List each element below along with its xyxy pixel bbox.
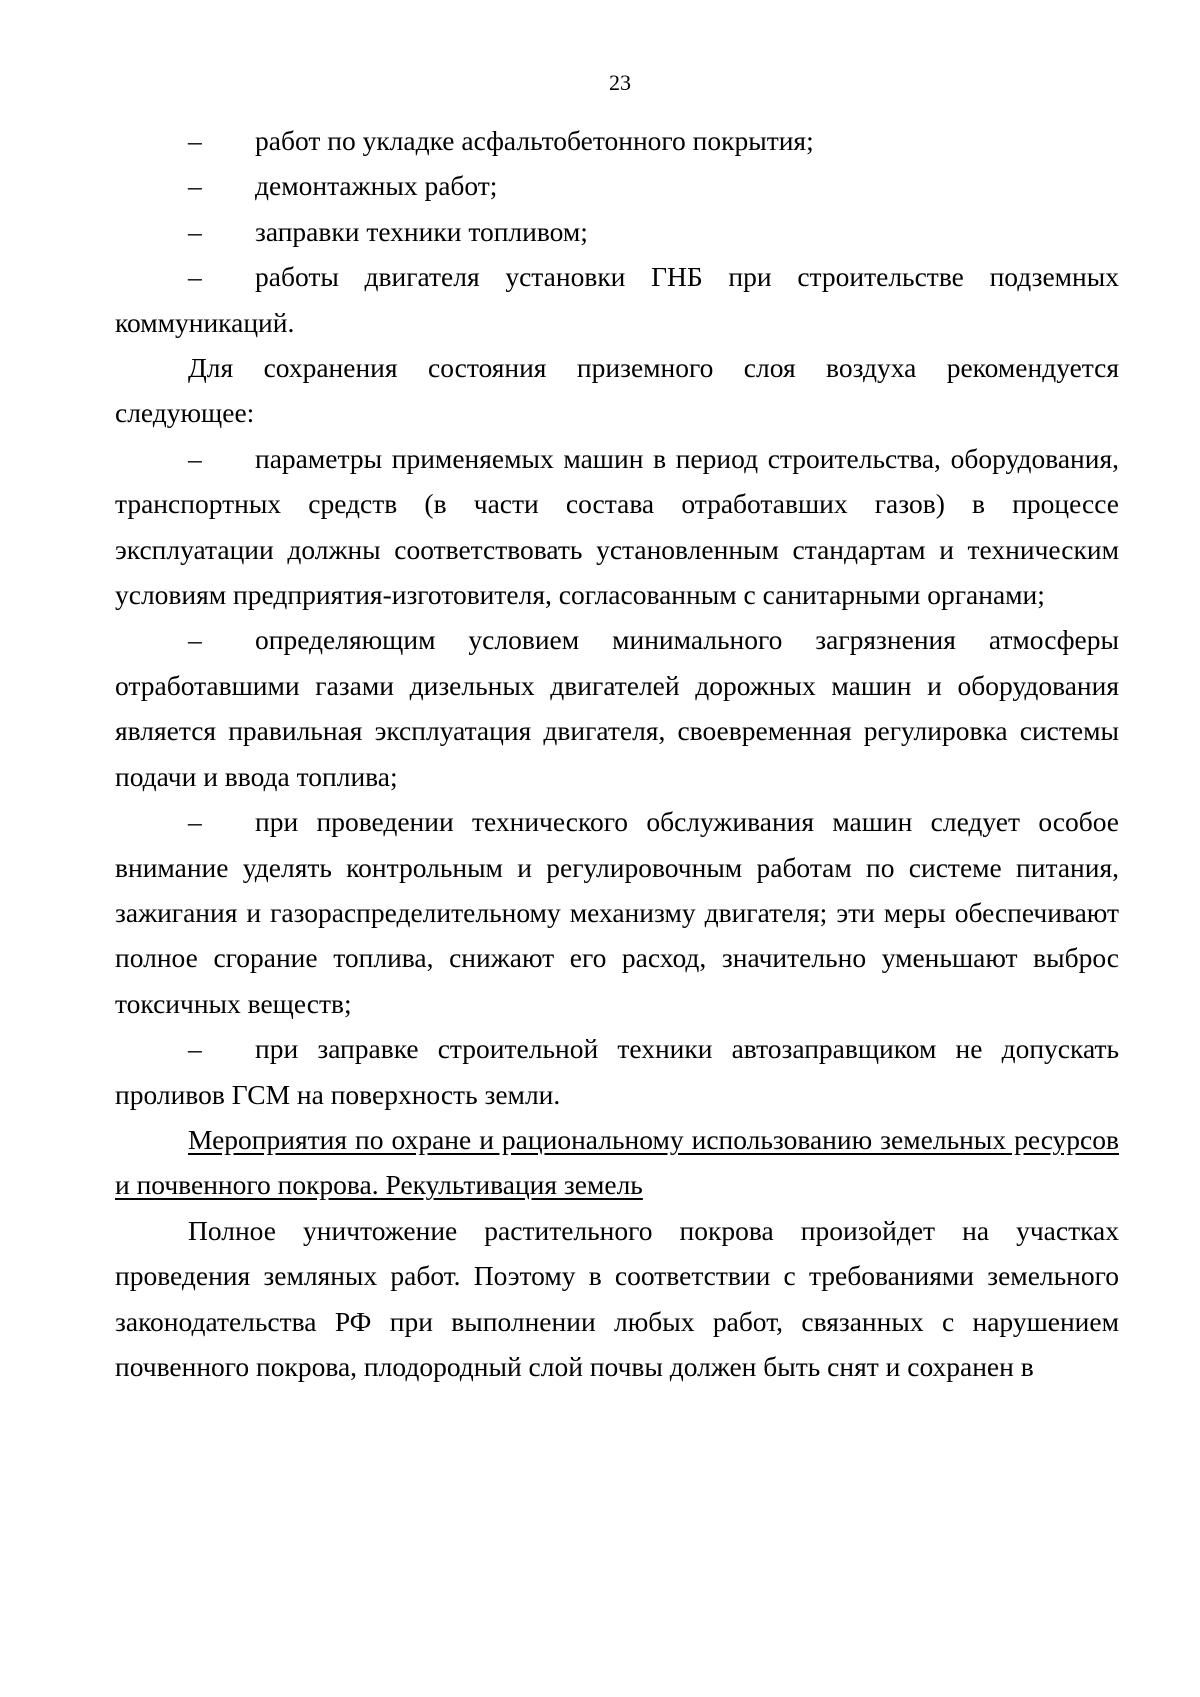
list-dash: – xyxy=(188,215,202,247)
list-dash: – xyxy=(188,806,202,838)
list-dash: – xyxy=(188,170,202,202)
list-dash: – xyxy=(188,624,202,656)
list-item-text: заправки техники топливом; xyxy=(255,215,588,247)
list-item-text: при проведении технического обслуживания машин следует особое внимание уделять контрольным и регулировочным работам по системе питания, зажигания и газораспределительному механизму двигателя; эти меры обеспечивают полное сгорание топлива, снижают его расход, значительно уменьшают выброс токсичных веществ; xyxy=(115,806,1119,1019)
list-item xyxy=(115,799,1119,1026)
section-heading: Мероприятия по охране и рациональному использованию земельных ресурсов и почвенного покрова. Рекультивация земель xyxy=(115,1123,1119,1201)
list-item xyxy=(115,163,1119,208)
list-item-text: при заправке строительной техники автозаправщиком не допускать проливов ГСМ на поверхность земли. xyxy=(115,1033,1119,1110)
paragraph: Полное уничтожение растительного покрова произойдет на участках проведения земляных работ. Поэтому в соответствии с требованиями земельного законодательства РФ при выполнении любых работ, связанных с нарушением почвенного покрова, плодородный слой почвы должен быть снят и сохранен в xyxy=(115,1214,1119,1382)
list-dash: – xyxy=(188,442,202,474)
paragraph: Для сохранения состояния приземного слоя воздуха рекомендуется следующее: xyxy=(115,352,1119,429)
list-item xyxy=(115,436,1119,618)
list-item xyxy=(115,118,1119,163)
list-item xyxy=(115,617,1119,799)
list-item-text: демонтажных работ; xyxy=(255,170,498,202)
list-item-text: определяющим условием минимального загрязнения атмосферы отработавшими газами дизельных двигателей дорожных машин и оборудования является правильная эксплуатация двигателя, своевременная регулировка системы подачи и ввода топлива; xyxy=(115,624,1119,792)
list-item-text: работ по укладке асфальтобетонного покрытия; xyxy=(255,125,814,156)
list-item-text: параметры применяемых машин в период строительства, оборудования, транспортных средств (в части состава отработавших газов) в процессе эксплуатации должны соответствовать установленным стандартам и техническим условиям предприятия-изготовителя, согласованным с санитарными органами; xyxy=(115,442,1119,611)
list-item-text: работы двигателя установки ГНБ при строительстве подземных коммуникаций. xyxy=(115,261,1119,338)
list-dash: – xyxy=(188,1033,202,1065)
list-item xyxy=(115,1026,1119,1117)
list-item xyxy=(115,209,1119,254)
list-dash: – xyxy=(188,261,202,293)
page-number: 23 xyxy=(609,70,631,95)
list-dash: – xyxy=(188,125,202,156)
list-item xyxy=(115,254,1119,345)
page-content xyxy=(115,118,1119,1389)
